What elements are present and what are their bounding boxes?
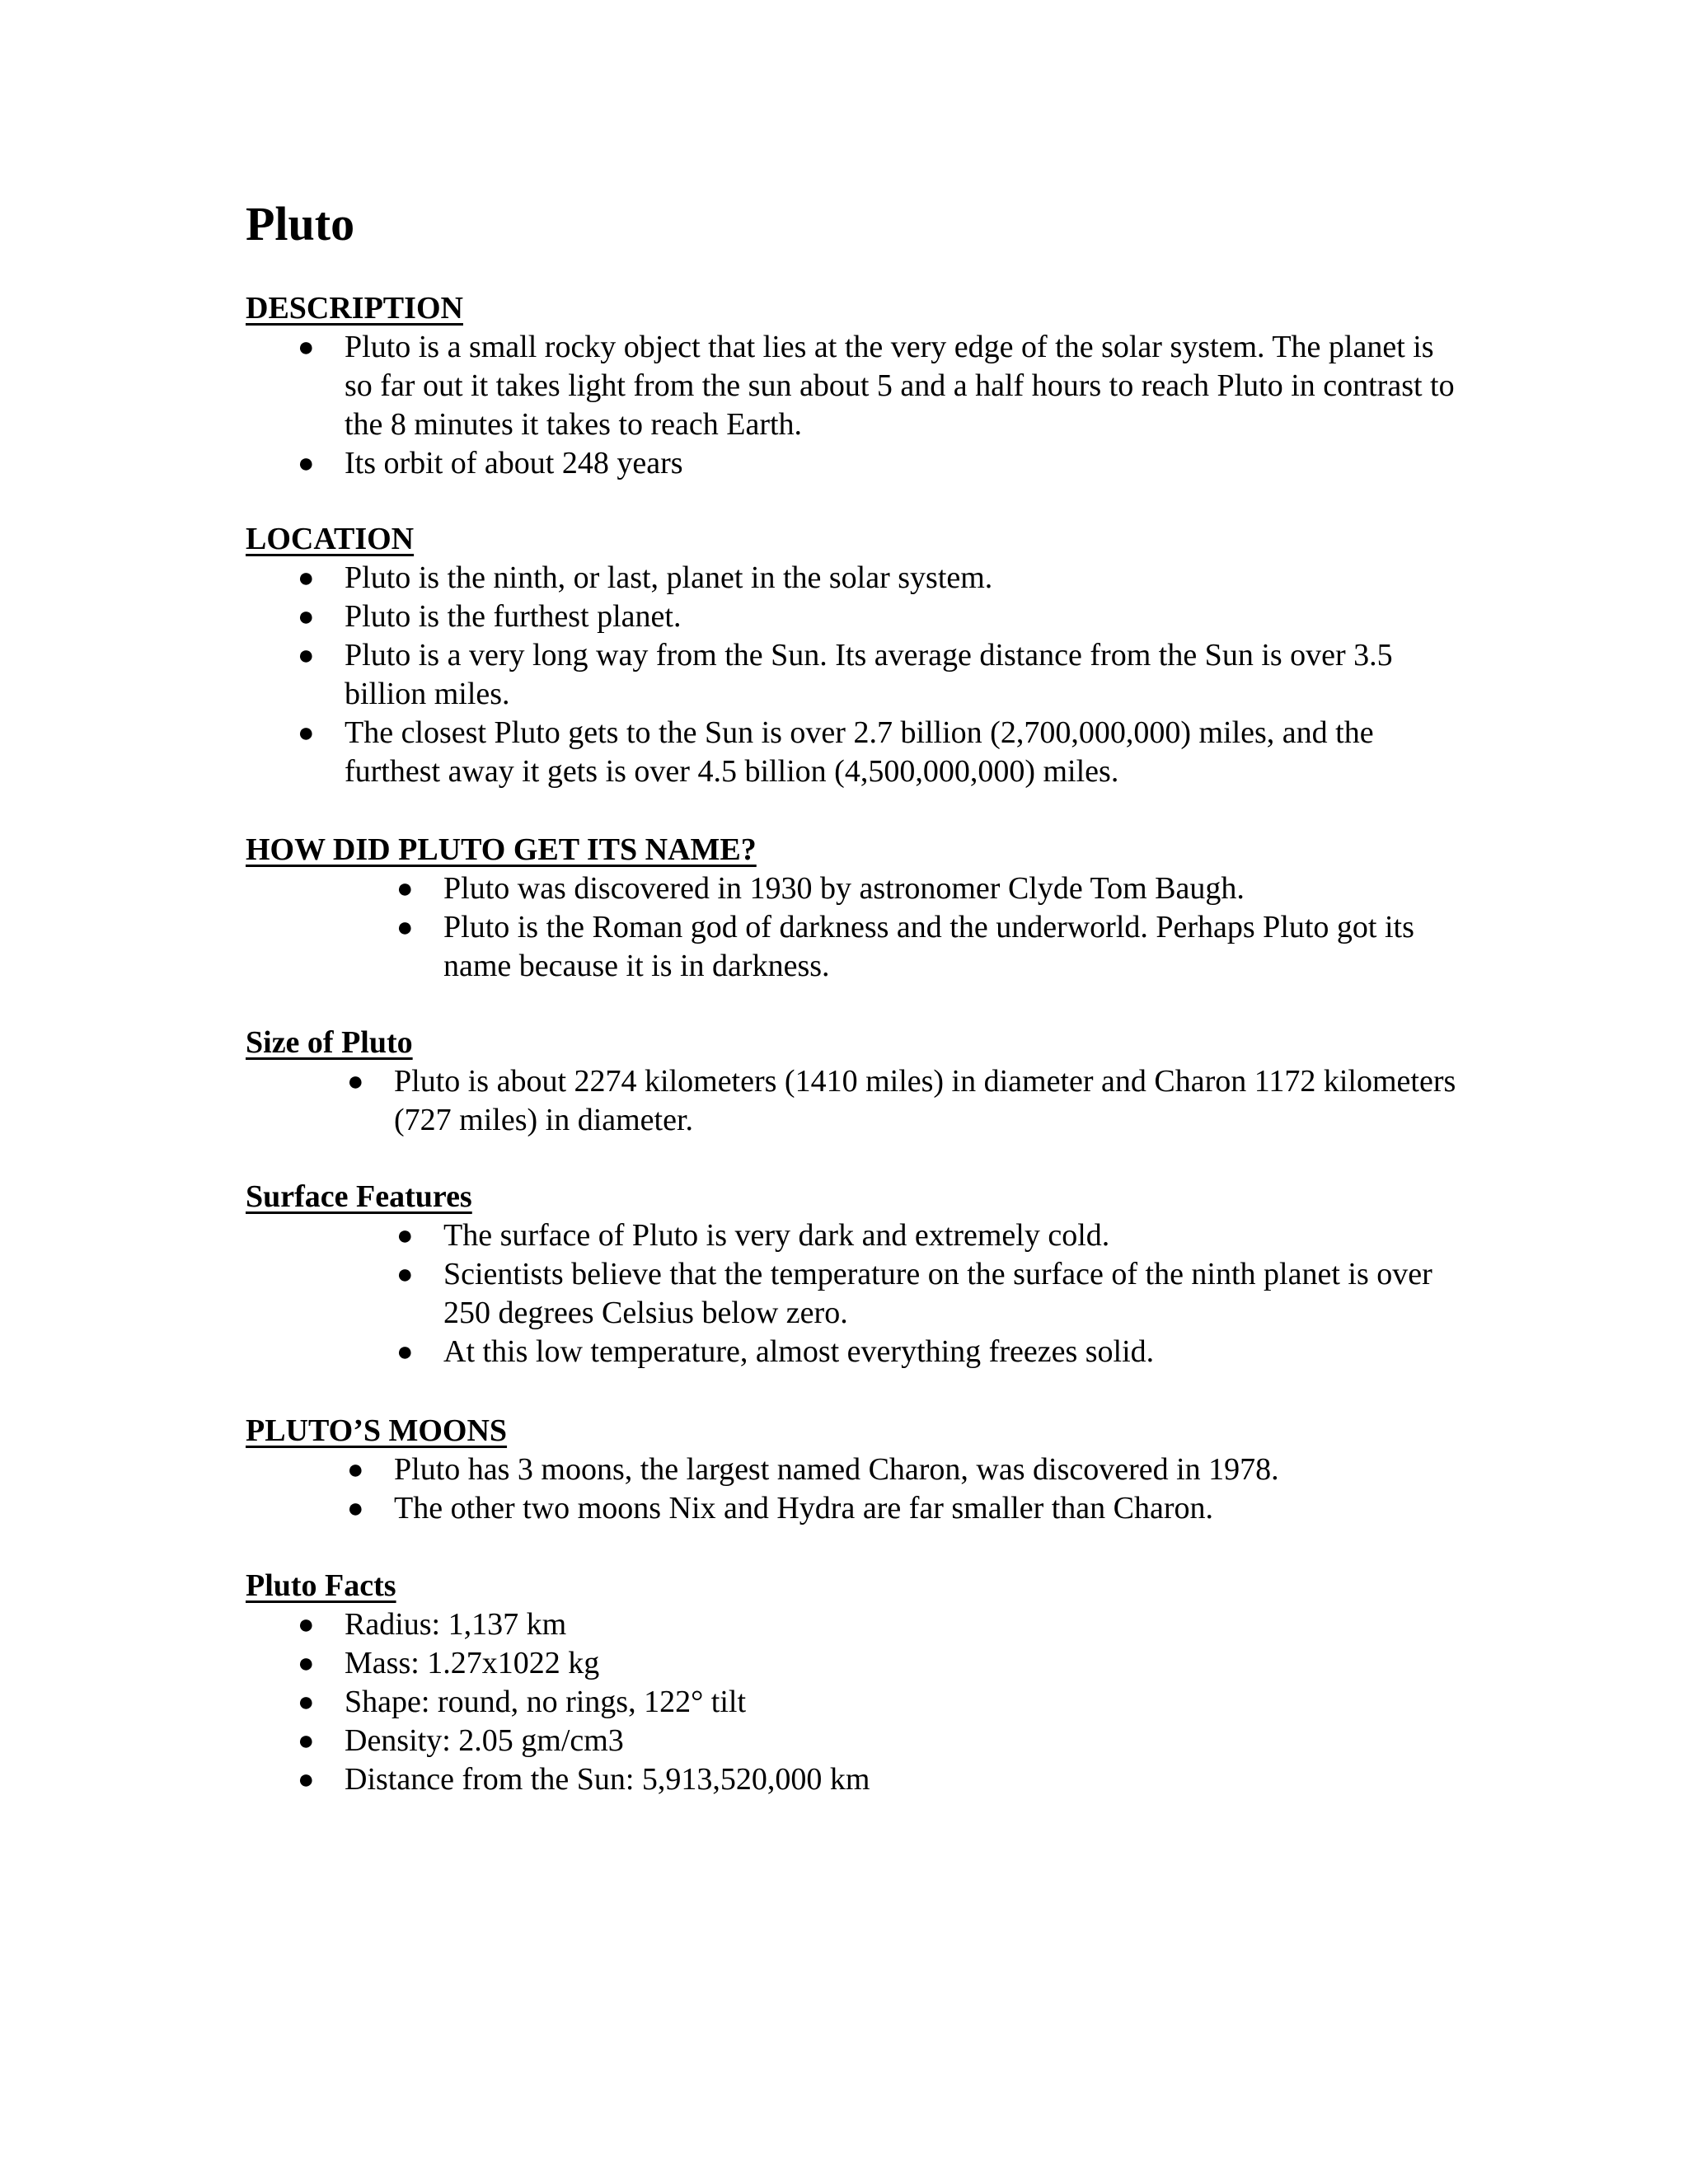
bullet-icon: ● [298, 1726, 315, 1756]
section-surface [246, 1177, 1449, 1371]
list-item: ● The closest Pluto gets to the Sun is over 2.7 billion (2,700,000,000) miles, and the furthest away it gets is over 4.5 billion (4,500,000,000) miles. [298, 715, 1374, 789]
bullet-icon: ● [347, 1066, 364, 1097]
list-item: ● Pluto is about 2274 kilometers (1410 miles) in diameter and Charon 1172 kilometers (727 miles) in diameter. [347, 1064, 1456, 1137]
list-item: ● Density: 2.05 gm/cm3 [345, 1722, 1465, 1760]
section-location [246, 519, 1449, 791]
list-item: ● Pluto has 3 moons, the largest named Charon, was discovered in 1978. [394, 1451, 1465, 1489]
bullet-icon: ● [298, 602, 315, 632]
description-list [298, 328, 1465, 483]
list-item: ● The surface of Pluto is very dark and extremely cold. [443, 1216, 1465, 1255]
bullet-icon: ● [347, 1493, 364, 1524]
list-item: ● The other two moons Nix and Hydra are far smaller than Charon. [394, 1489, 1465, 1528]
bullet-icon: ● [396, 1337, 414, 1367]
bullet-icon: ● [298, 640, 315, 671]
list-item: ● Scientists believe that the temperature on the surface of the ninth planet is over 250 degrees Celsius below zero. [396, 1257, 1432, 1330]
list-item: ● At this low temperature, almost everything freezes solid. [443, 1333, 1465, 1371]
facts-list [298, 1605, 1465, 1799]
surface-list [396, 1216, 1465, 1371]
list-item: ● Pluto is the ninth, or last, planet in the solar system. [345, 559, 1465, 598]
bullet-icon: ● [396, 912, 414, 943]
bullet-icon: ● [298, 1687, 315, 1718]
section-facts [246, 1566, 1449, 1799]
name-origin-list [396, 869, 1465, 986]
bullet-icon: ● [298, 1648, 315, 1679]
list-item: ● Pluto is a small rocky object that lies at the very edge of the solar system. The planet is so far out it takes light from the sun about 5 and a half hours to reach Pluto in contrast to the 8 minutes it takes to reach Earth. [298, 330, 1455, 442]
bullet-icon: ● [298, 1765, 315, 1795]
size-list [347, 1062, 1465, 1140]
list-item: ● Pluto is the furthest planet. [345, 598, 1465, 636]
list-item: ● Pluto was discovered in 1930 by astronomer Clyde Tom Baugh. [443, 869, 1465, 908]
page-title: Pluto [246, 197, 355, 251]
section-description [246, 288, 1455, 483]
section-heading-facts: Pluto Facts [246, 1568, 396, 1603]
bullet-icon: ● [396, 1221, 414, 1251]
section-size [246, 1023, 1456, 1140]
section-heading-description: DESCRIPTION [246, 291, 463, 326]
bullet-icon: ● [298, 332, 315, 363]
list-item: ● Its orbit of about 248 years [345, 444, 1465, 483]
bullet-icon: ● [298, 1610, 315, 1640]
bullet-icon: ● [298, 448, 315, 479]
moons-list [347, 1451, 1465, 1528]
section-name-origin [246, 830, 1449, 986]
section-heading-location: LOCATION [246, 522, 415, 556]
section-heading-size: Size of Pluto [246, 1025, 413, 1060]
bullet-icon: ● [396, 1259, 414, 1290]
bullet-icon: ● [347, 1455, 364, 1485]
section-moons [246, 1411, 1449, 1528]
bullet-icon: ● [396, 874, 414, 904]
section-heading-surface: Surface Features [246, 1179, 472, 1214]
section-heading-moons: PLUTO’S MOONS [246, 1413, 508, 1448]
list-item: ● Pluto is the Roman god of darkness and the underworld. Perhaps Pluto got its name because it is in darkness. [396, 910, 1414, 983]
bullet-icon: ● [298, 563, 315, 593]
list-item: ● Mass: 1.27x1022 kg [345, 1644, 1465, 1683]
list-item: ● Pluto is a very long way from the Sun. Its average distance from the Sun is over 3.5 billion miles. [298, 638, 1393, 711]
list-item: ● Radius: 1,137 km [345, 1605, 1465, 1644]
list-item: ● Distance from the Sun: 5,913,520,000 km [345, 1760, 1465, 1799]
bullet-icon: ● [298, 718, 315, 748]
location-list [298, 559, 1465, 791]
section-heading-name-origin: HOW DID PLUTO GET ITS NAME? [246, 832, 757, 867]
list-item: ● Shape: round, no rings, 122° tilt [345, 1683, 1465, 1722]
